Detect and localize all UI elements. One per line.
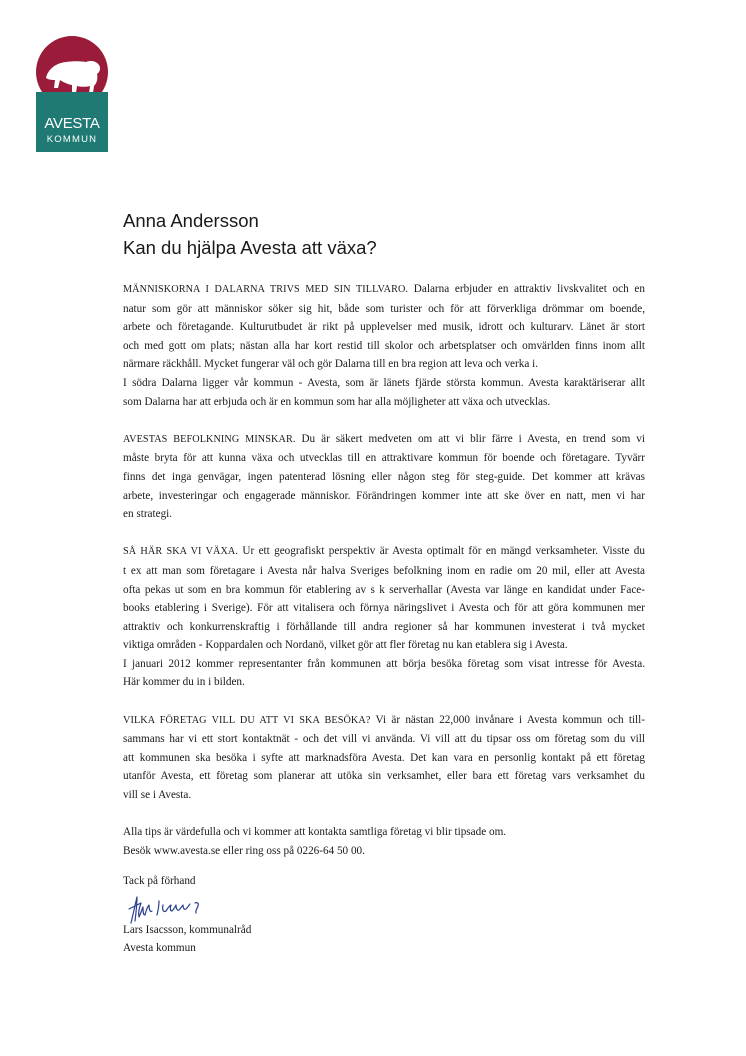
- paragraph-tips: Alla tips är värdefulla och vi kommer att kontakta samtliga företag vi blir tipsade om. Besök www.avesta.se eller ring oss på 0226-64 50 00.: [123, 823, 645, 860]
- paragraph-vaxa: SÅ HÄR SKA VI VÄXA. Ur ett geografiskt perspektiv är Avesta optimalt för en mängd verksamheter. Visste du t ex att man som företagare i Avesta når halva Sveriges befolkning inom en radie om 20 mil, eller att Avesta ofta pekas ut som en bra kommun för etablering av s k serverhallar (Avesta var länge en kandidat under Face- books etablering i Sverige). För att vitalisera och förnya näringslivet i Avesta och för att göra kommunen mer attraktiv och konkurrenskraftig i förhållande till andra regioner så har kommunen investerat i två mycket viktiga områden - Koppardalen och Nordanö, vilket gör att fler företag nu kan etablera sig i Avesta. I januari 2012 kommer representanter från kommunen att börja besöka företag som visat intresse för Avesta. Här kommer du in i bilden.: [123, 545, 645, 689]
- paragraph-lead: MÄNNISKORNA I DALARNA TRIVS MED SIN TILLVARO.: [123, 284, 409, 295]
- letter-closing: [123, 872, 423, 958]
- letter-heading: [123, 207, 683, 261]
- contact-line: Besök www.avesta.se eller ring oss på 0226-64 50 00.: [123, 844, 365, 857]
- logo-avesta-text: AVESTA: [44, 115, 100, 132]
- paragraph-lead: VILKA FÖRETAG VILL DU ATT VI SKA BESÖKA?: [123, 714, 371, 726]
- paragraph-foretag: VILKA FÖRETAG VILL DU ATT VI SKA BESÖKA? Vi är nästan 22,000 invånare i Avesta kommun och till- sammans har vi ett stort kontaktnät - och det vill vi använda. Vi vill att du tipsar oss om företag som du vill att kommunen ska besöka i syfte att marknadsföra Avesta. Det kan vara en personlig kontakt på ett företag utanför Avesta, ett företag som planerar att utöka sin verksamhet, eller bara ett företag vars verksamhet du vill se i Avesta.: [123, 713, 645, 802]
- signer-name-title: Lars Isacsson, kommunalråd: [123, 923, 252, 936]
- logo-kommun-text: KOMMUN: [46, 134, 98, 145]
- avesta-kommun-logo: [36, 36, 108, 152]
- paragraph-befolkning: AVESTAS BEFOLKNING MINSKAR. Du är säkert medveten om att vi blir färre i Avesta, en trend som vi måste bryta för att kunna växa och utvecklas till en attraktivare kommun för boende och företagare. Tyvärr finns det inga genvägar, ingen patenterad lösning eller någon steg för steg-guide. Det kommer att krävas arbete, investeringar och engagerade människor. Förändringen kommer inte att ske över en natt, men vi har en strategi.: [123, 432, 646, 521]
- signer-organization: Avesta kommun: [123, 942, 196, 955]
- recipient-name: Anna Andersson: [123, 210, 259, 231]
- letter-body: [123, 280, 645, 879]
- bison-logo-icon: [36, 36, 108, 152]
- greeting: Tack på förhand: [123, 875, 196, 887]
- paragraph-lead: SÅ HÄR SKA VI VÄXA.: [123, 546, 239, 558]
- paragraph-dalarna: MÄNNISKORNA I DALARNA TRIVS MED SIN TILLVARO. Dalarna erbjuder en attraktiv livskvalitet och en natur som gör att människor söker sig hit, både som turister och för att förverkliga drömmar om boende, arbete och företagande. Kulturutbudet är rikt på upplevelser med musik, idrott och kulturarv. Länet är stort och med gott om plats; nästan alla har kort restid till skolor och arbetsplatser och omvärlden finns inom allt närmare räckhåll. Mycket fungerar väl och gör Dalarna till en bra region att leva och verka i. I södra Dalarna ligger vår kommun - Avesta, som är länets fjärde största kommun. Avesta karaktäriserar allt som Dalarna har att erbjuda och är en kommun som har alla möjligheter att växa och utvecklas.: [123, 283, 645, 408]
- paragraph-lead: AVESTAS BEFOLKNING MINSKAR.: [123, 433, 296, 445]
- letter-question: Kan du hjälpa Avesta att växa?: [123, 237, 377, 258]
